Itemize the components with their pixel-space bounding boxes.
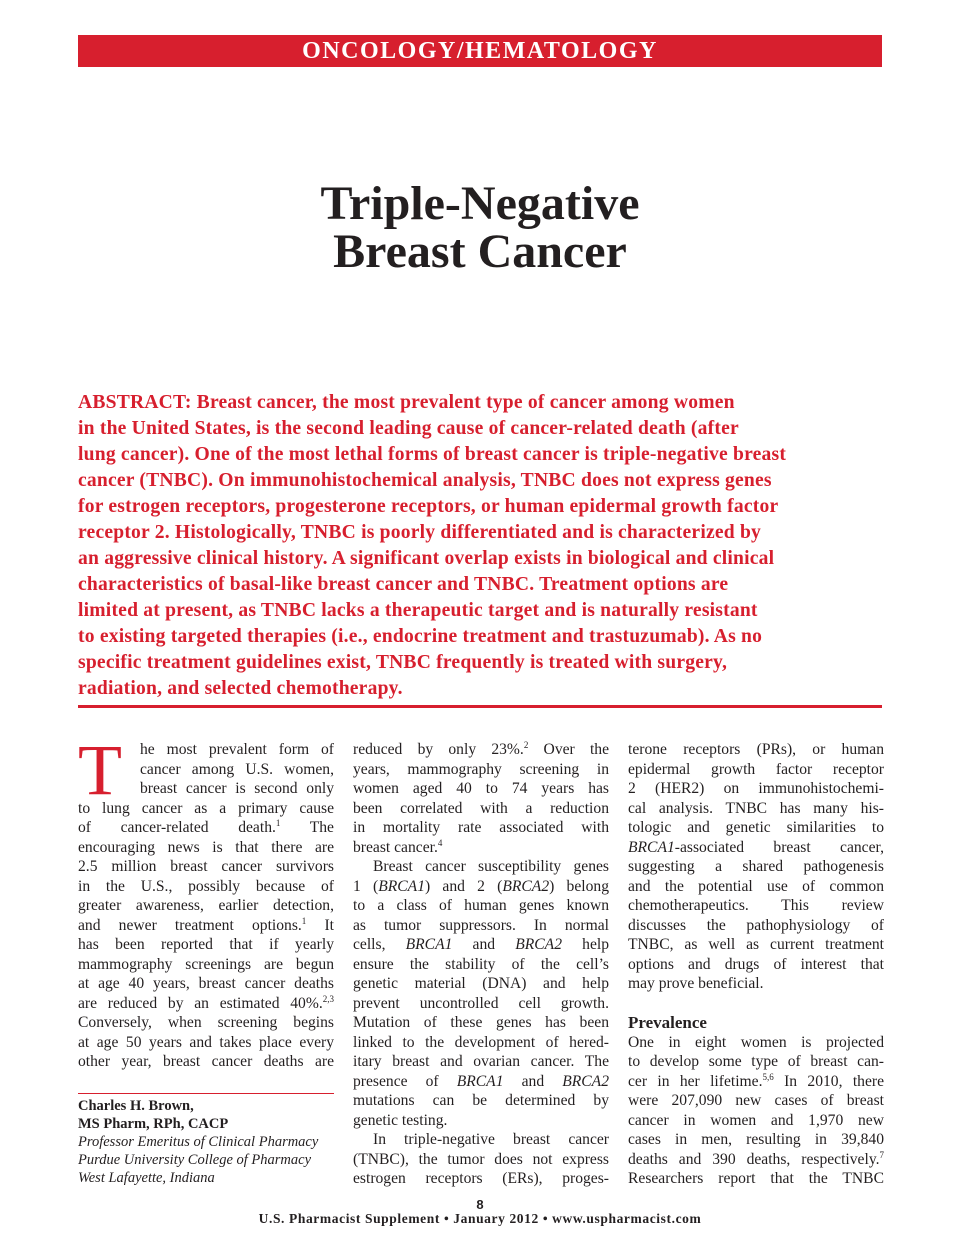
text-line — [628, 1072, 884, 1092]
text-line — [628, 838, 884, 858]
abstract-line: in the United States, is the second leading cause of cancer-related death (after — [78, 418, 739, 439]
gene-name: BRCA1 — [456, 1072, 504, 1090]
text-fragment: 1 ( — [353, 877, 379, 895]
gene-name: BRCA1 — [378, 877, 425, 895]
text-line: suggesting a shared pathogenesis — [628, 858, 884, 875]
text-line: greater awareness, earlier detection, — [78, 897, 334, 914]
text-line: been correlated with a reduction — [353, 799, 609, 817]
text-fragment: In 2010, there — [773, 1072, 884, 1090]
text-fragment: reduced by only 23%. — [353, 741, 524, 758]
author-institution: Purdue University College of Pharmacy — [78, 1152, 312, 1168]
text-line: Conversely, when screening begins — [78, 1014, 334, 1031]
text-line: epidermal growth factor receptor — [628, 760, 884, 778]
author-credentials: MS Pharm, RPh, CACP — [78, 1116, 229, 1132]
text-line: to lung cancer as a primary cause — [78, 799, 334, 817]
citation-ref: 5,6 — [762, 1071, 774, 1082]
body-column-2 — [353, 740, 609, 1189]
gene-name: BRCA2 — [515, 936, 562, 953]
citation-ref: 7 — [879, 1149, 884, 1160]
gene-name: BRCA1 — [405, 936, 453, 953]
article-title — [0, 177, 960, 278]
text-line: One in eight women is projected — [628, 1033, 884, 1051]
text-line: Breast cancer susceptibility genes — [373, 858, 609, 875]
text-line: cases in men, resulting in 39,840 — [628, 1131, 884, 1148]
text-line — [353, 740, 609, 760]
text-fragment: cer in her lifetime. — [628, 1072, 763, 1090]
text-line: 2 (HER2) on immunohistochemi- — [628, 780, 884, 797]
text-line: ensure the stability of the cell’s — [353, 955, 609, 973]
citation-ref: 2 — [523, 740, 529, 750]
abstract-line: an aggressive clinical history. A significant overlap exists in biological and clinical — [78, 548, 775, 569]
text-line — [353, 838, 609, 858]
text-line: discusses the pathophysiology of — [628, 916, 884, 934]
text-line: 2.5 million breast cancer survivors — [78, 858, 334, 875]
text-line — [78, 916, 334, 936]
body-column-3 — [628, 740, 884, 1189]
abstract-line: ABSTRACT: Breast cancer, the most prevalent type of cancer among women — [78, 392, 735, 413]
text-line: at age 50 years and takes place every — [78, 1033, 334, 1051]
title-line-2: Breast Cancer — [333, 225, 627, 278]
section-header: ONCOLOGY/HEMATOLOGY — [78, 35, 882, 67]
author-divider — [78, 1093, 334, 1094]
text-line: were 207,090 new cases of breast — [628, 1092, 884, 1109]
text-fragment: deaths and 390 deaths, respectively. — [628, 1150, 880, 1168]
abstract-line: radiation, and selected chemotherapy. — [78, 678, 403, 699]
abstract-line: limited at present, as TNBC lacks a therapeutic target and is naturally resistant — [78, 600, 758, 621]
text-line: (TNBC), the tumor does not express — [353, 1150, 609, 1168]
abstract-line: specific treatment guidelines exist, TNBC frequently is treated with surgery, — [78, 652, 728, 673]
title-line-1: Triple-Negative — [320, 177, 640, 230]
text-line: to a class of human genes known — [353, 897, 609, 914]
text-line — [78, 818, 334, 838]
text-line: Researchers report that the TNBC — [628, 1170, 884, 1187]
text-fragment: breast cancer. — [353, 838, 438, 856]
text-fragment: -associated breast cancer, — [674, 838, 884, 856]
text-line: cal analysis. TNBC has many his- — [628, 799, 884, 817]
citation-ref: 2,3 — [322, 993, 334, 1004]
text-line: tologic and genetic similarities to — [628, 819, 884, 836]
text-fragment: cells, — [353, 936, 406, 953]
text-line: chemotherapeutics. This review — [628, 897, 884, 914]
author-block — [78, 1097, 334, 1187]
text-line: he most prevalent form of — [140, 741, 334, 758]
text-line — [353, 877, 609, 897]
text-line — [353, 1072, 609, 1092]
text-line: to develop some type of breast can- — [628, 1053, 884, 1070]
text-fragment: presence of — [353, 1072, 457, 1090]
text-fragment: ) and 2 ( — [425, 877, 503, 895]
text-line: cancer in women and 1,970 new — [628, 1111, 884, 1129]
page-number: 8 — [476, 1197, 484, 1212]
text-line: linked to the development of hered- — [353, 1033, 609, 1051]
text-line: encouraging news is that there are — [78, 838, 334, 856]
text-line: mammography screenings are begun — [78, 955, 334, 973]
text-fragment: It — [306, 916, 334, 934]
abstract — [78, 390, 883, 702]
abstract-line: lung cancer). One of the most lethal forms of breast cancer is triple-negative breast — [78, 444, 787, 465]
text-line: prevent uncontrolled cell growth. — [353, 994, 609, 1012]
text-line: in mortality rate associated with — [353, 819, 609, 836]
abstract-line: cancer (TNBC). On immunohistochemical analysis, TNBC does not express genes — [78, 470, 772, 491]
text-fragment: The — [280, 819, 334, 836]
text-line: Mutation of these genes has been — [353, 1014, 609, 1031]
text-line: terone receptors (PRs), or human — [628, 741, 884, 758]
citation-ref: 4 — [437, 837, 443, 848]
gene-name: BRCA2 — [562, 1072, 610, 1090]
text-line: genetic testing. — [353, 1111, 448, 1129]
text-fragment: are reduced by an estimated 40%. — [78, 994, 323, 1012]
text-fragment: Over the — [528, 741, 609, 758]
text-fragment: and — [452, 936, 516, 953]
citation-ref: 1 — [275, 818, 281, 828]
drop-cap: T — [78, 730, 122, 810]
text-line: cancer among U.S. women, — [140, 760, 334, 778]
text-line: genetic material (DNA) and help — [353, 975, 609, 992]
text-line: breast cancer is second only — [140, 780, 334, 797]
text-line — [628, 1150, 884, 1170]
abstract-line: to existing targeted therapies (i.e., endocrine treatment and trastuzumab). As no — [78, 626, 763, 647]
text-line: other year, breast cancer deaths are — [78, 1053, 334, 1070]
text-line: options and drugs of interest that — [628, 955, 884, 973]
text-line: and the potential use of common — [628, 877, 884, 895]
text-line: women aged 40 to 74 years has — [353, 780, 609, 797]
text-fragment: help — [562, 936, 609, 953]
text-fragment: and — [503, 1072, 563, 1090]
text-line: in the U.S., possibly because of — [78, 877, 334, 895]
text-line: may prove beneficial. — [628, 975, 764, 992]
gene-name: BRCA1 — [628, 838, 675, 856]
spacer — [628, 994, 884, 1014]
body-column-1 — [78, 740, 334, 1072]
text-line: itary breast and ovarian cancer. The — [353, 1053, 609, 1070]
gene-name: BRCA2 — [502, 877, 550, 895]
text-fragment: ) belong — [549, 877, 609, 895]
text-line: as tumor suppressors. In normal — [353, 916, 609, 934]
text-fragment: of cancer-related death. — [78, 819, 276, 836]
abstract-divider — [78, 705, 882, 708]
text-line: years, mammography screening in — [353, 760, 609, 778]
author-location: West Lafayette, Indiana — [78, 1170, 215, 1186]
text-line — [78, 994, 334, 1014]
author-name: Charles H. Brown, — [78, 1098, 194, 1114]
text-line: at age 40 years, breast cancer deaths — [78, 975, 334, 992]
text-line — [353, 935, 609, 955]
abstract-line: characteristics of basal-like breast cancer and TNBC. Treatment options are — [78, 574, 729, 595]
abstract-line: receptor 2. Histologically, TNBC is poorly differentiated and is characterized by — [78, 522, 762, 543]
text-line: estrogen receptors (ERs), proges- — [353, 1170, 609, 1187]
text-line: In triple-negative breast cancer — [373, 1131, 609, 1148]
text-line: has been reported that if yearly — [78, 936, 334, 953]
citation-ref: 1 — [301, 915, 307, 926]
section-heading-prevalence: Prevalence — [628, 1013, 707, 1032]
text-fragment: and newer treatment options. — [78, 916, 302, 934]
text-line: TNBC, as well as current treatment — [628, 936, 884, 953]
page-footer: U.S. Pharmacist Supplement • January 2012 • www.uspharmacist.com — [258, 1211, 702, 1226]
text-line: mutations can be determined by — [353, 1092, 609, 1109]
abstract-line: for estrogen receptors, progesterone receptors, or human epidermal growth factor — [78, 496, 779, 517]
author-title: Professor Emeritus of Clinical Pharmacy — [78, 1134, 319, 1150]
